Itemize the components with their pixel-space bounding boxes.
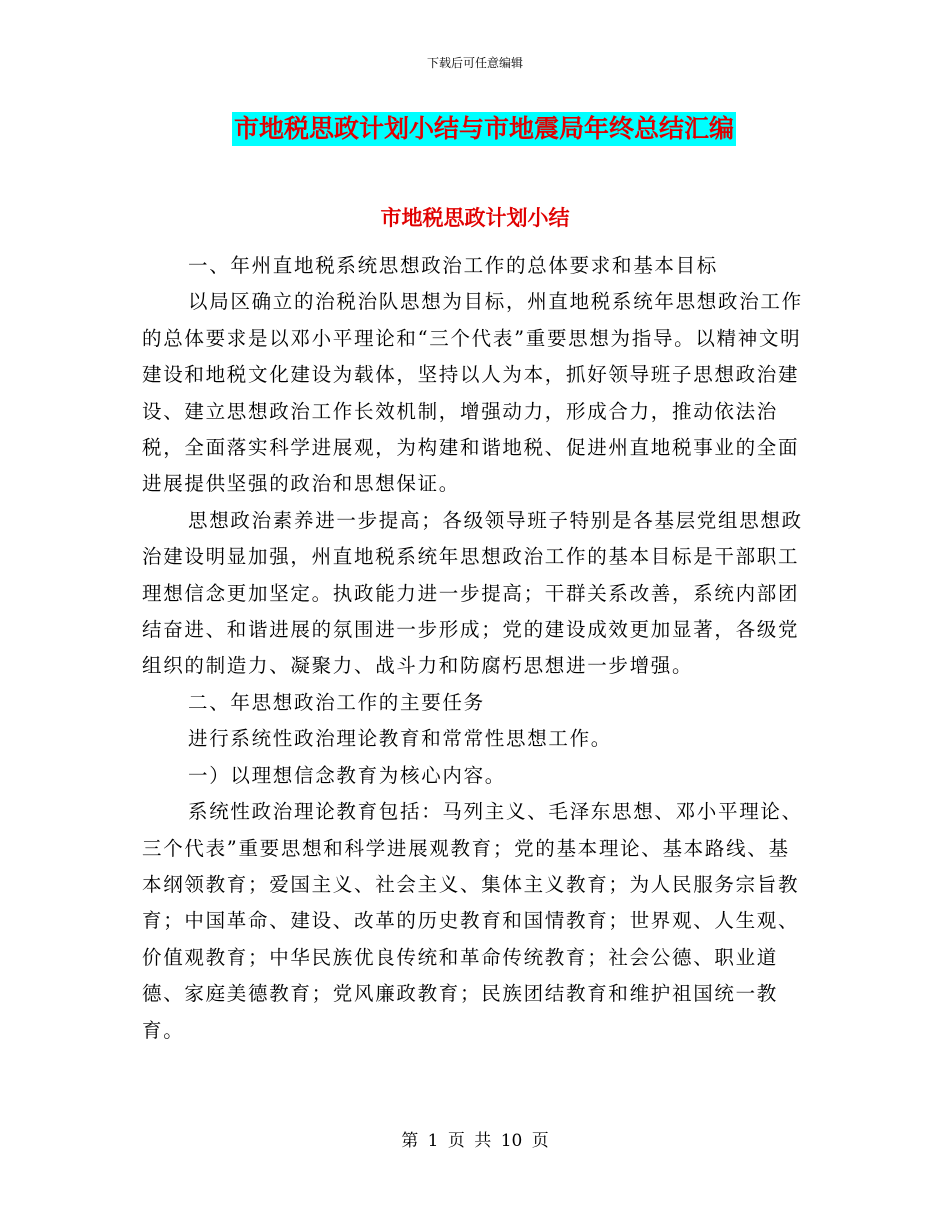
paragraph: 进行系统性政治理论教育和常常性思想工作。: [188, 727, 613, 751]
paragraph: 系统性政治理论教育包括：马列主义、毛泽东思想、邓小平理论、三个代表”重要思想和科学进展观教育；党的基本理论、基本路线、基本纲领教育；爱国主义、社会主义、集体主义教育；为人民服务宗旨教育；中国革命、建设、改革的历史教育和国情教育；世界观、人生观、价值观教育；中华民族优良传统和革命传统教育；社会公德、职业道德、家庭美德教育；党风廉政教育；民族团结教育和维护祖国统一教育。: [142, 800, 803, 1042]
header-note: 下载后可任意编辑: [426, 56, 523, 70]
paragraph: 思想政治素养进一步提高；各级领导班子特别是各基层党组思想政治建设明显加强，州直地税系统年思想政治工作的基本目标是干部职工理想信念更加坚定。执政能力进一步提高；干群关系改善，系统内部团结奋进、和谐进展的氛围进一步形成；党的建设成效更加显著，各级党组织的制造力、凝聚力、战斗力和防腐朽思想进一步增强。: [142, 508, 803, 678]
document-body: [142, 248, 808, 1049]
paragraph-heading-2: 二、年思想政治工作的主要任务: [188, 690, 485, 714]
page-footer: 第 1 页 共 10 页: [401, 1131, 549, 1151]
paragraph: 以局区确立的治税治队思想为目标，州直地税系统年思想政治工作的总体要求是以邓小平理论和“三个代表”重要思想为指导。以精神文明建设和地税文化建设为载体，坚持以人为本，抓好领导班子思想政治建设、建立思想政治工作长效机制，增强动力，形成合力，推动依法治税，全面落实科学进展观，为构建和谐地税、促进州直地税事业的全面进展提供坚强的政治和思想保证。: [142, 290, 803, 496]
section-title: 市地税思政计划小结: [380, 205, 570, 230]
paragraph-subheading: 一）以理想信念教育为核心内容。: [188, 763, 507, 787]
paragraph-heading-1: 一、年州直地税系统思想政治工作的总体要求和基本目标: [188, 254, 719, 277]
document-main-title: 市地税思政计划小结与市地震局年终总结汇编: [232, 112, 736, 146]
